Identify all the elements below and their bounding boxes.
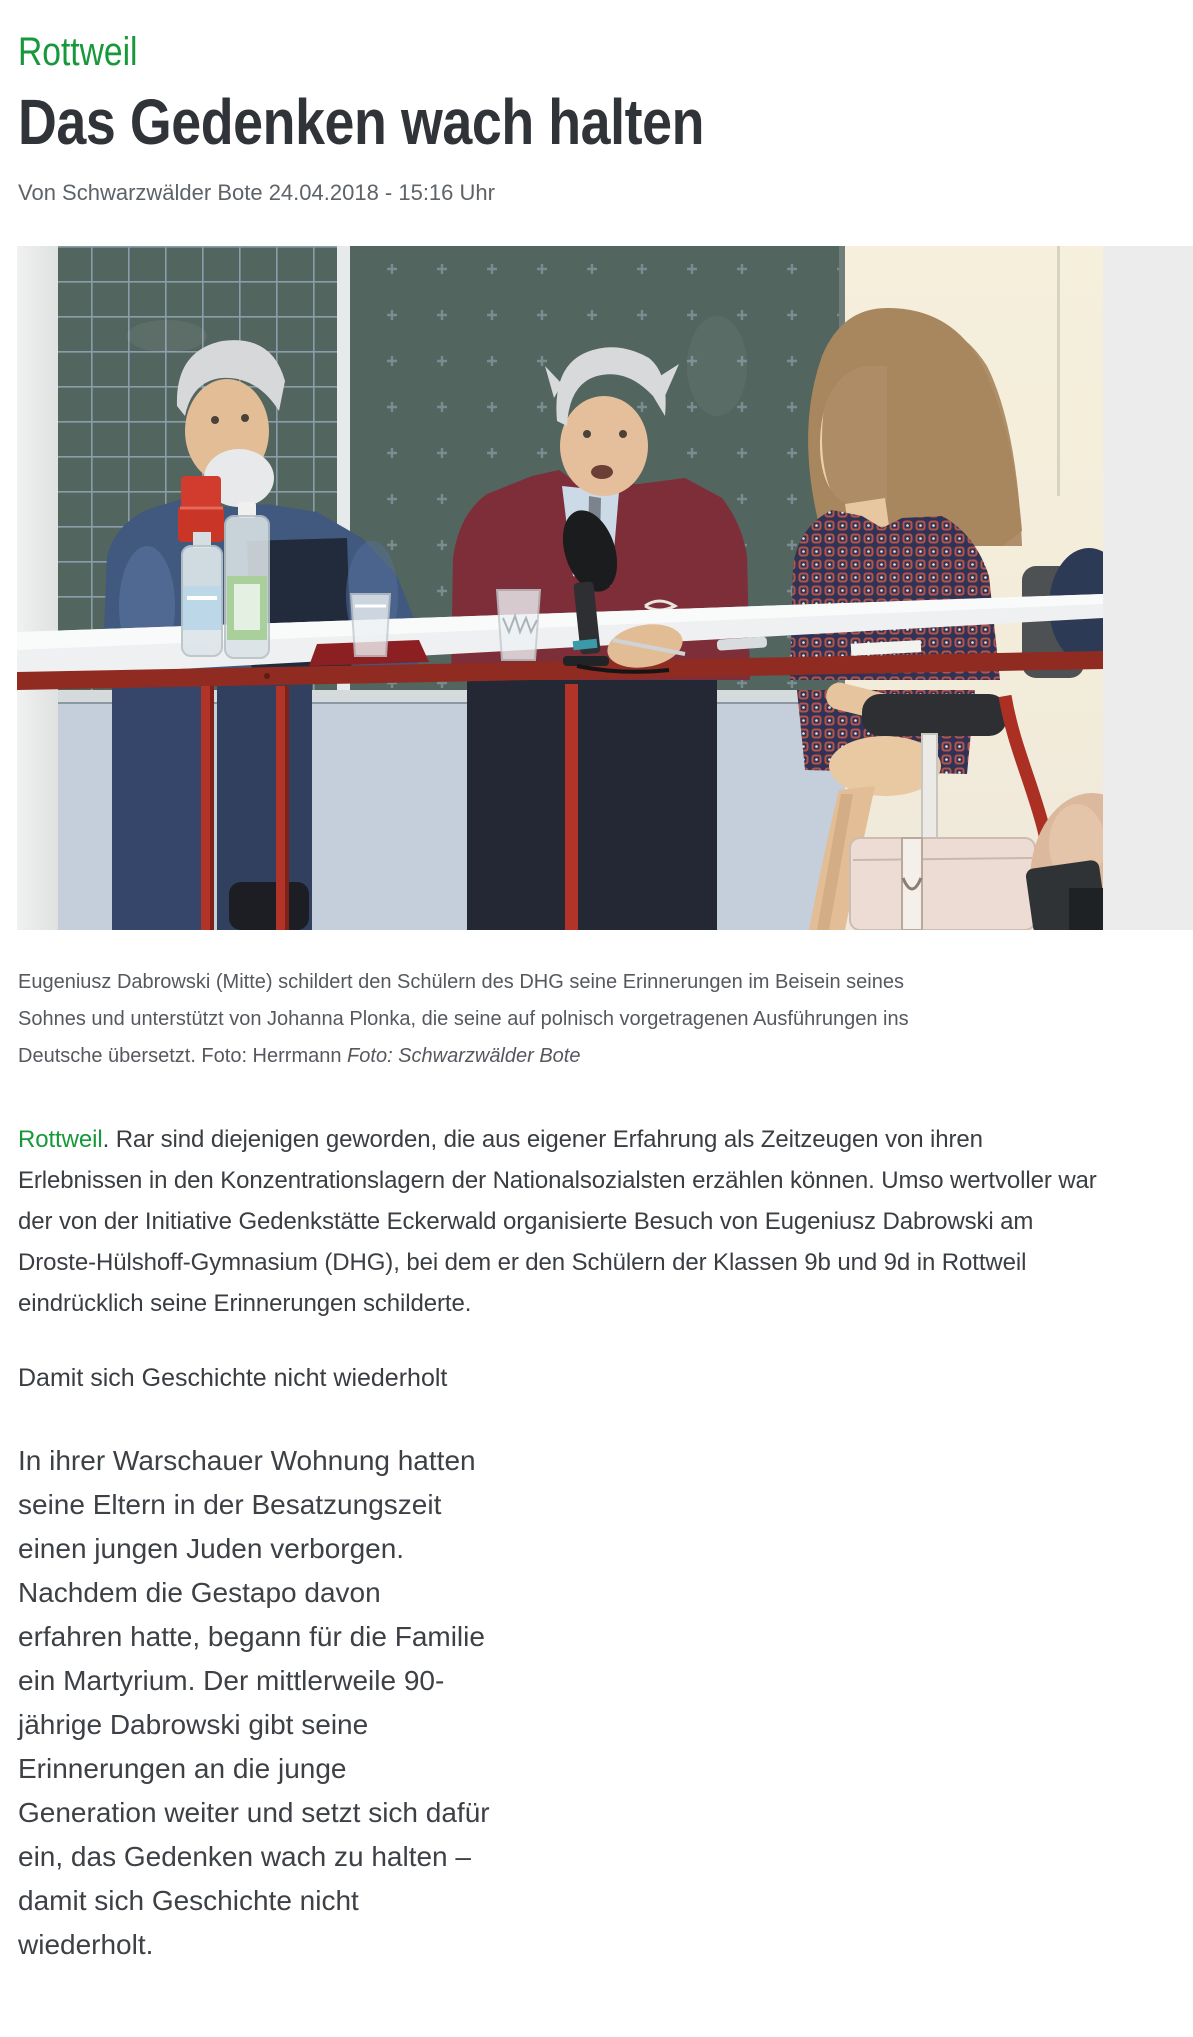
photo-illustration bbox=[17, 246, 1103, 930]
paragraph-2: In ihrer Warschauer Wohnung hatten seine Eltern in der Besatzungszeit einen jungen Juden verborgen. Nachdem die Gestapo davon erfahren hatte, begann für die Familie ein Martyrium. Der mittlerweile 90-jährige Dabrowski gibt seine Erinnerungen an die junge Generation weiter und setzt sich dafür ein, das Gedenken wach zu halten – damit sich Geschichte nicht wiederholt. bbox=[18, 1445, 490, 1960]
photo-caption-text: Eugeniusz Dabrowski (Mitte) schildert den Schülern des DHG seine Erinnerungen im Beisein seines Sohnes und unterstützt von Johanna Plonka, die seine auf polnisch vorgetragenen Ausführungen ins Deutsche übersetzt. Foto: Herrmann bbox=[18, 971, 909, 1067]
subheading: Damit sich Geschichte nicht wiederholt bbox=[18, 1364, 448, 1392]
photo-caption bbox=[18, 964, 953, 1075]
photo-credit: Foto: Schwarzwälder Bote bbox=[347, 1045, 581, 1067]
byline: Von Schwarzwälder Bote 24.04.2018 - 15:16 Uhr bbox=[18, 180, 495, 205]
lead-paragraph bbox=[18, 1119, 1103, 1324]
article-photo[interactable] bbox=[17, 246, 1103, 930]
dateline: Rottweil bbox=[18, 1126, 103, 1153]
page-title bbox=[18, 86, 1193, 158]
lead-paragraph-text: . Rar sind diejenigen geworden, die aus eigener Erfahrung als Zeitzeugen von ihren Erlebnissen in den Konzentrationslagern der Nationalsozialsten erzählen können. Umso wertvoller war der von der Initiative Gedenkstätte Eckerwald organisierte Besuch von Eugeniusz Dabrowski am Droste-Hülshoff-Gymnasium (DHG), bei dem er den Schülern der Klassen 9b und 9d in Rottweil eindrücklich seine Erinnerungen schilderte. bbox=[18, 1126, 1097, 1317]
article-photo-figure bbox=[0, 246, 1193, 930]
gallery-next-slide-peek bbox=[1103, 246, 1193, 930]
category-link[interactable] bbox=[18, 30, 1193, 74]
category-label: Rottweil bbox=[18, 30, 138, 74]
page-title-text: Das Gedenken wach halten bbox=[18, 86, 705, 158]
